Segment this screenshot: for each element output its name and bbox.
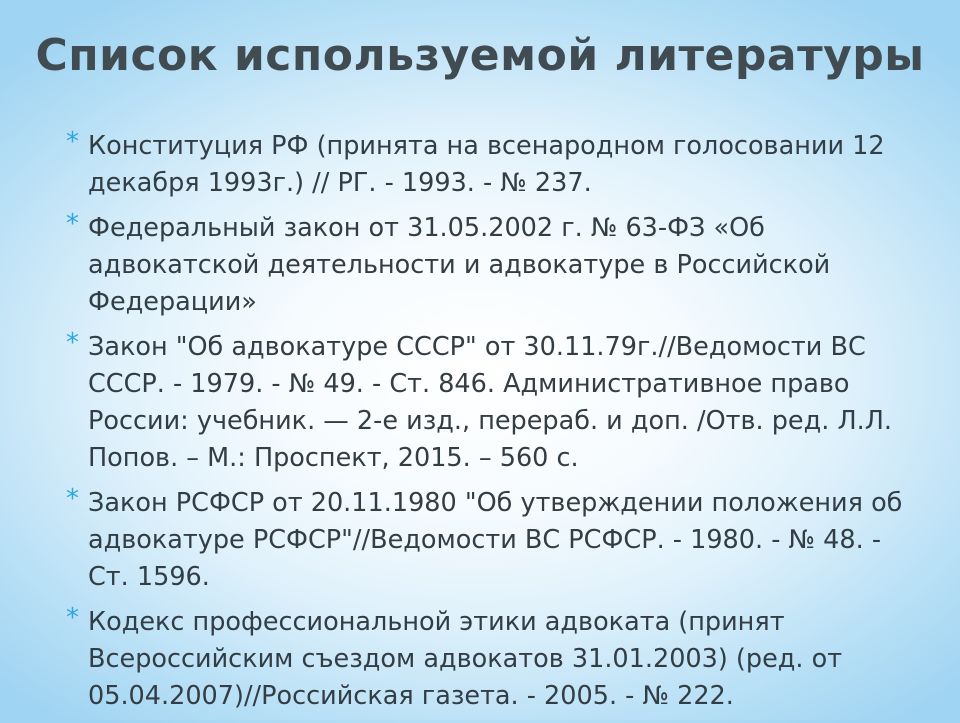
list-item-text: Конституция РФ (принята на всенародном голосовании 12 декабря 1993г.) // РГ. - 1993. - № 237. [88,131,885,198]
list-item [64,210,914,321]
asterisk-bullet-icon: * [66,603,79,633]
list-item-text: Кодекс профессиональной этики адвоката (принят Всероссийским съездом адвокатов 31.01.2003) (ред. от 05.04.2007)//Российская газета. - 2005. - № 222. [88,607,843,711]
list-item [64,604,914,715]
list-item [64,329,914,477]
list-item [64,128,914,202]
asterisk-bullet-icon: * [66,328,79,358]
asterisk-bullet-icon: * [66,484,79,514]
list-item-text: Закон РСФСР от 20.11.1980 "Об утверждении положения об адвокатуре РСФСР"//Ведомости ВС РСФСР. - 1980. - № 48. - Ст. 1596. [88,488,903,592]
asterisk-bullet-icon: * [66,209,79,239]
slide-title: Список используемой литературы [35,30,925,81]
list-item-text: Закон "Об адвокатуре СССР" от 30.11.79г.//Ведомости ВС СССР. - 1979. - № 49. - Ст. 846. Административное право России: учебник. — 2-е изд., перераб. и доп. /Отв. ред. Л.Л. Попов. – М.: Проспект, 2015. – 560 с. [88,332,893,473]
list-item [64,485,914,596]
bibliography-list [64,128,914,723]
asterisk-bullet-icon: * [66,127,79,157]
list-item-text: Федеральный закон от 31.05.2002 г. № 63-ФЗ «Об адвокатской деятельности и адвокатуре в Российской Федерации» [88,213,831,317]
